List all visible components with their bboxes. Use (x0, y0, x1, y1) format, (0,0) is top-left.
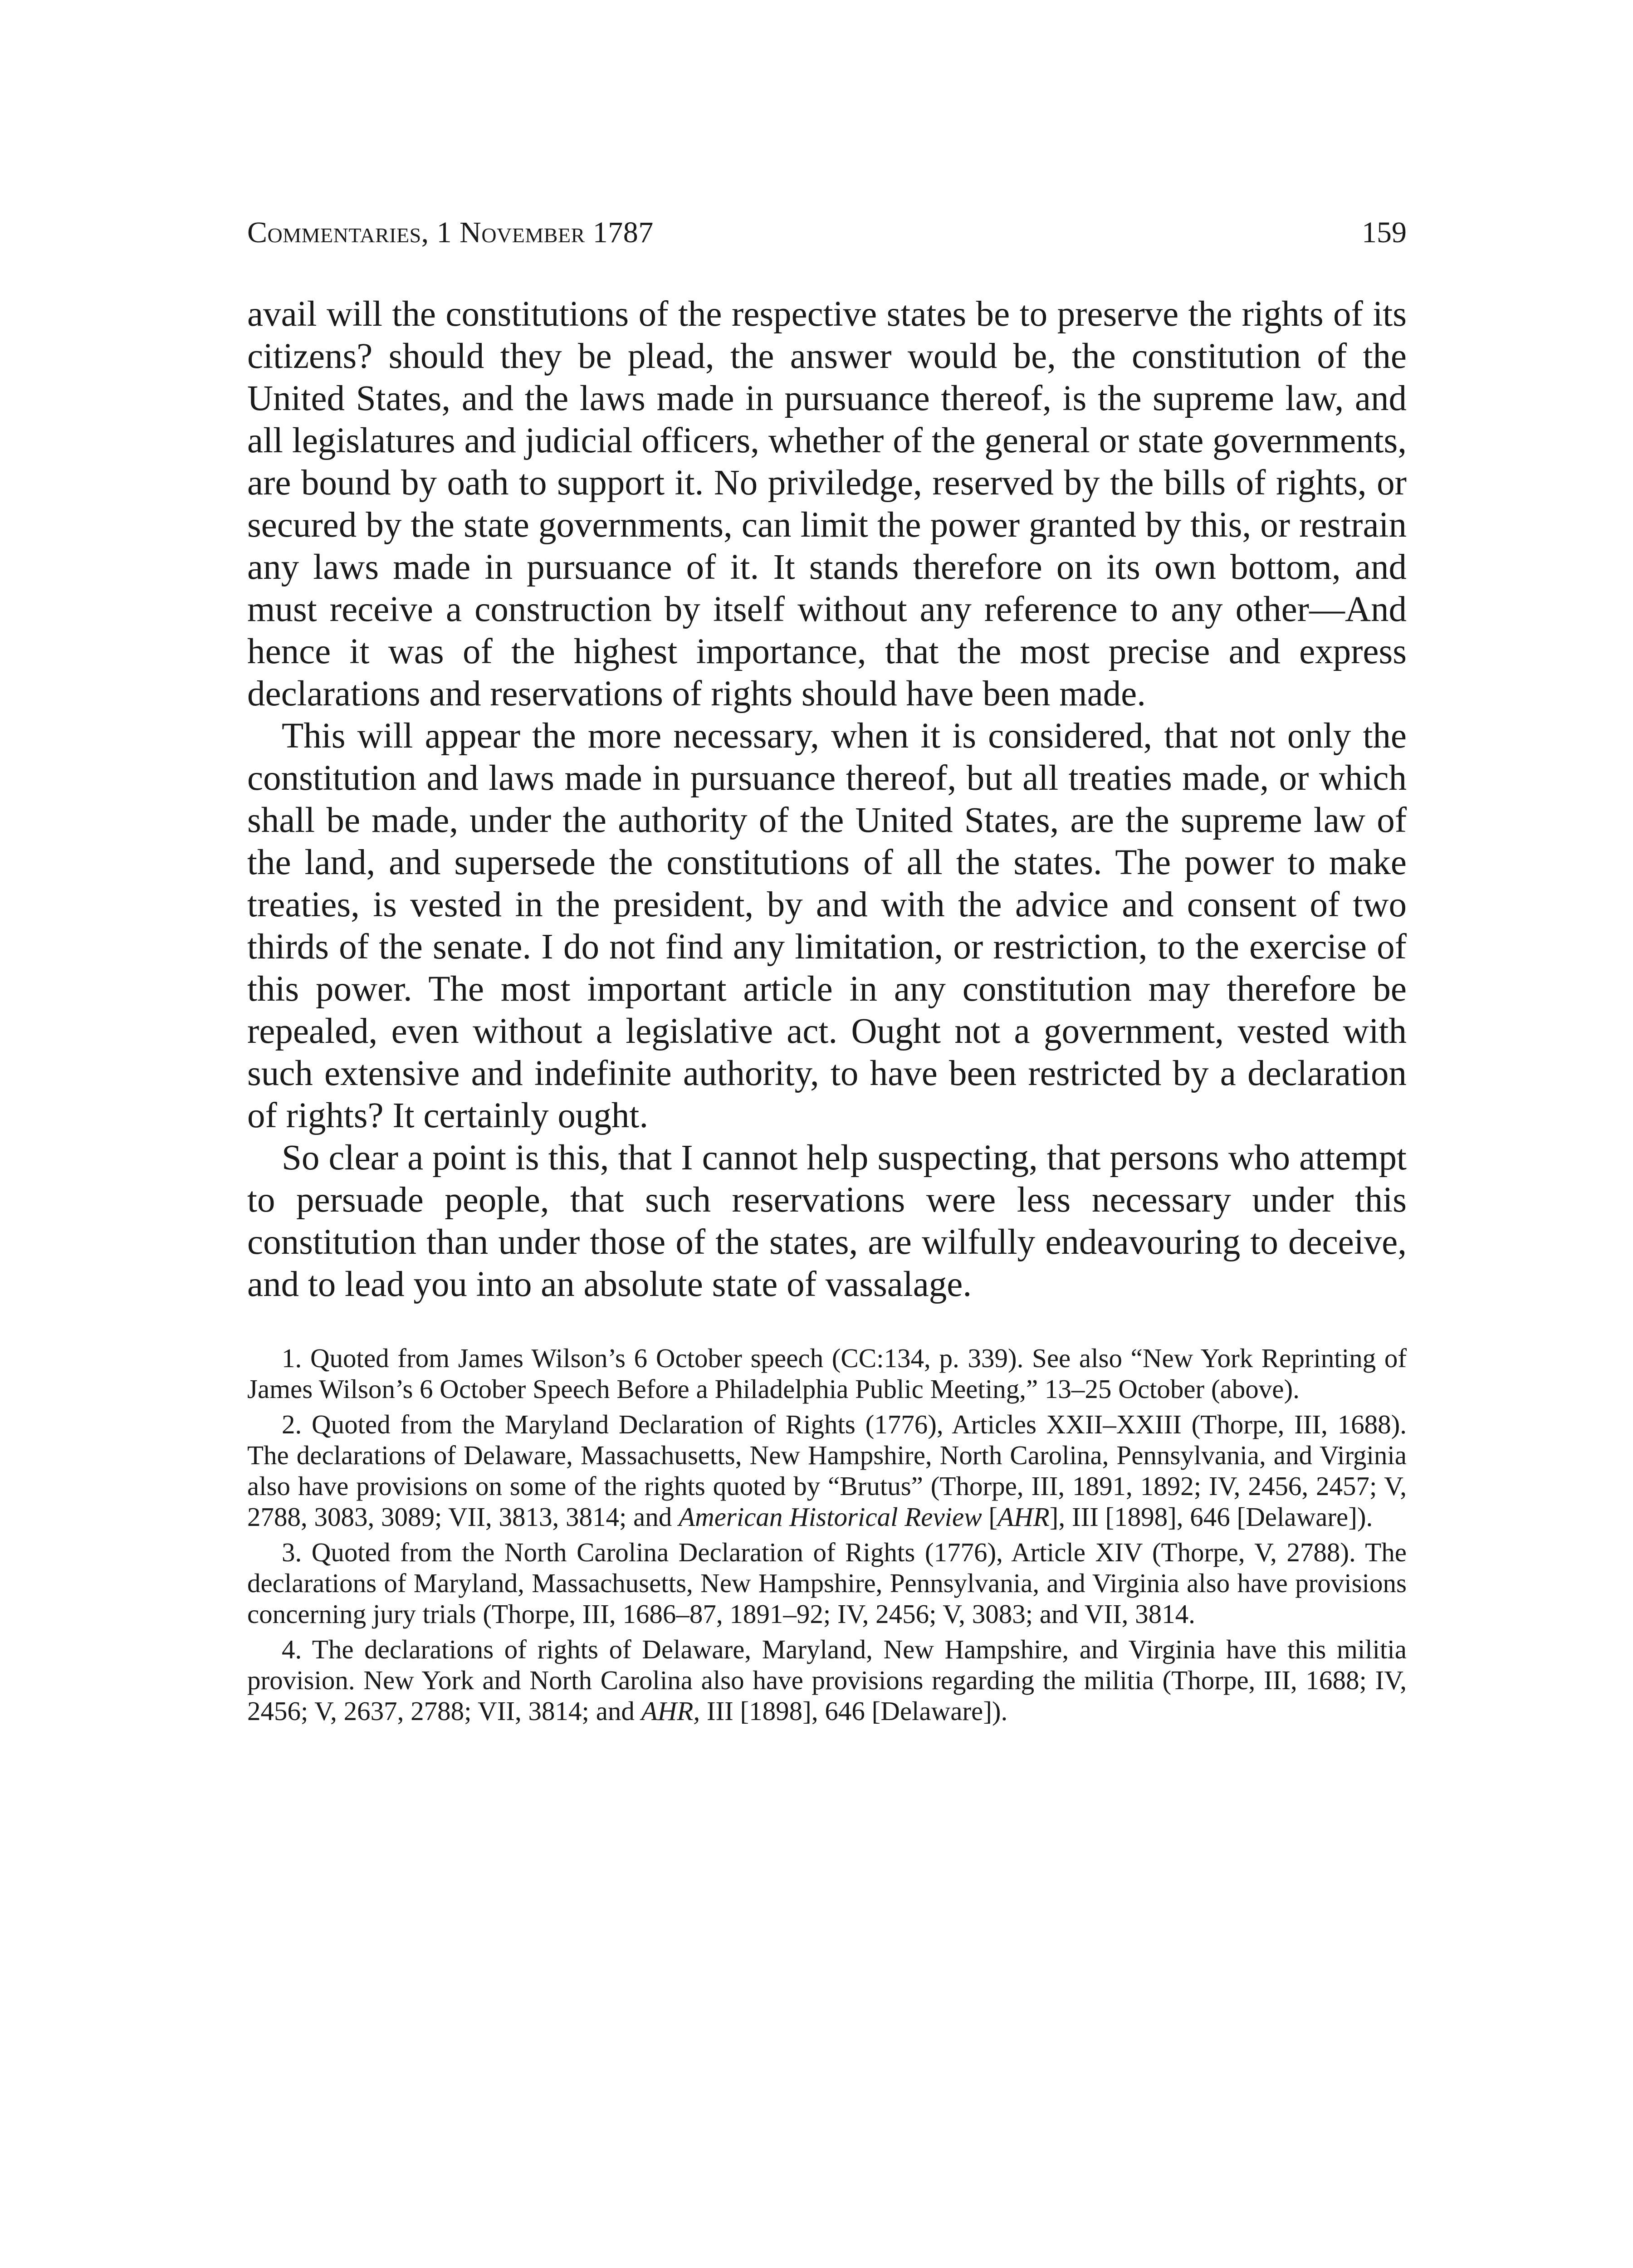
footnote-2-text-c: ], III [1898], 646 [Delaware]). (1049, 1502, 1373, 1532)
footnotes (247, 1343, 1407, 1726)
footnote-2 (247, 1409, 1407, 1532)
footnote-4-text-a: 4. The declarations of rights of Delaware, Maryland, New Hampshire, and Virginia have this militia provision. New York and North Carolina also have provisions regarding the militia (Thorpe, III, 1688; IV, 2456; V, 2637, 2788; VII, 3814; and (247, 1634, 1407, 1726)
paragraph-2: This will appear the more necessary, when it is considered, that not only the constitution and laws made in pursuance thereof, but all treaties made, or which shall be made, under the authority of the United States, are the supreme law of the land, and supersede the constitutions of all the states. The power to make treaties, is vested in the president, by and with the advice and consent of two thirds of the senate. I do not find any limitation, or restriction, to the exercise of this power. The most important article in any constitution may therefore be repealed, even without a legislative act. Ought not a government, vested with such extensive and indefinite authority, to have been restricted by a declaration of rights? It certainly ought. (247, 716, 1407, 1135)
running-head (247, 218, 1407, 248)
footnote-2-text-b: [ (982, 1502, 997, 1532)
paragraph-1: avail will the constitutions of the respective states be to preserve the rights of its citizens? should they be plead, the answer would be, the constitution of the United States, and the laws made in pursuance thereof, is the supreme law, and all legislatures and judicial officers, whether of the general or state governments, are bound by oath to support it. No priviledge, reserved by the bills of rights, or secured by the state governments, can limit the power granted by this, or restrain any laws made in pursuance of it. It stands therefore on its own bottom, and must receive a construction by itself without any reference to any other—And hence it was of the highest importance, that the most precise and express declarations and reservations of rights should have been made. (247, 294, 1407, 714)
running-title: Commentaries, 1 November 1787 (247, 216, 654, 249)
footnote-1: 1. Quoted from James Wilson’s 6 October speech (CC:134, p. 339). See also “New York Reprinting of James Wilson’s 6 October Speech Before a Philadelphia Public Meeting,” 13–25 October (above). (247, 1343, 1407, 1404)
footnote-2-journal-title: American Historical Review (679, 1502, 982, 1532)
body-text (247, 293, 1407, 1305)
footnote-3: 3. Quoted from the North Carolina Declaration of Rights (1776), Article XIV (Thorpe, V, 2788). The declarations of Maryland, Massachusetts, New Hampshire, Pennsylvania, and Virginia also have provisions concerning jury trials (Thorpe, III, 1686–87, 1891–92; IV, 2456; V, 3083; and VII, 3814. (247, 1537, 1407, 1629)
footnote-2-journal-abbrev: AHR (997, 1502, 1050, 1532)
footnote-4-journal-abbrev: AHR, (641, 1696, 700, 1726)
footnote-4-text-b: III [1898], 646 [Delaware]). (700, 1696, 1008, 1726)
book-page (247, 218, 1407, 1731)
footnote-4 (247, 1634, 1407, 1726)
footnote-2-text-a: 2. Quoted from the Maryland Declaration of Rights (1776), Articles XXII–XXIII (Thorpe, III, 1688). The declarations of Delaware, Massachusetts, New Hampshire, North Carolina, Pennsylvania, and Virginia also have provisions on some of the rights quoted by “Brutus” (Thorpe, III, 1891, 1892; IV, 2456, 2457; V, 2788, 3083, 3089; VII, 3813, 3814; and (247, 1409, 1407, 1532)
page-number: 159 (1362, 216, 1407, 249)
paragraph-3: So clear a point is this, that I cannot help suspecting, that persons who attempt to persuade people, that such reservations were less necessary under this constitution than under those of the states, are wilfully endeavouring to deceive, and to lead you into an absolute state of vassalage. (247, 1138, 1407, 1304)
